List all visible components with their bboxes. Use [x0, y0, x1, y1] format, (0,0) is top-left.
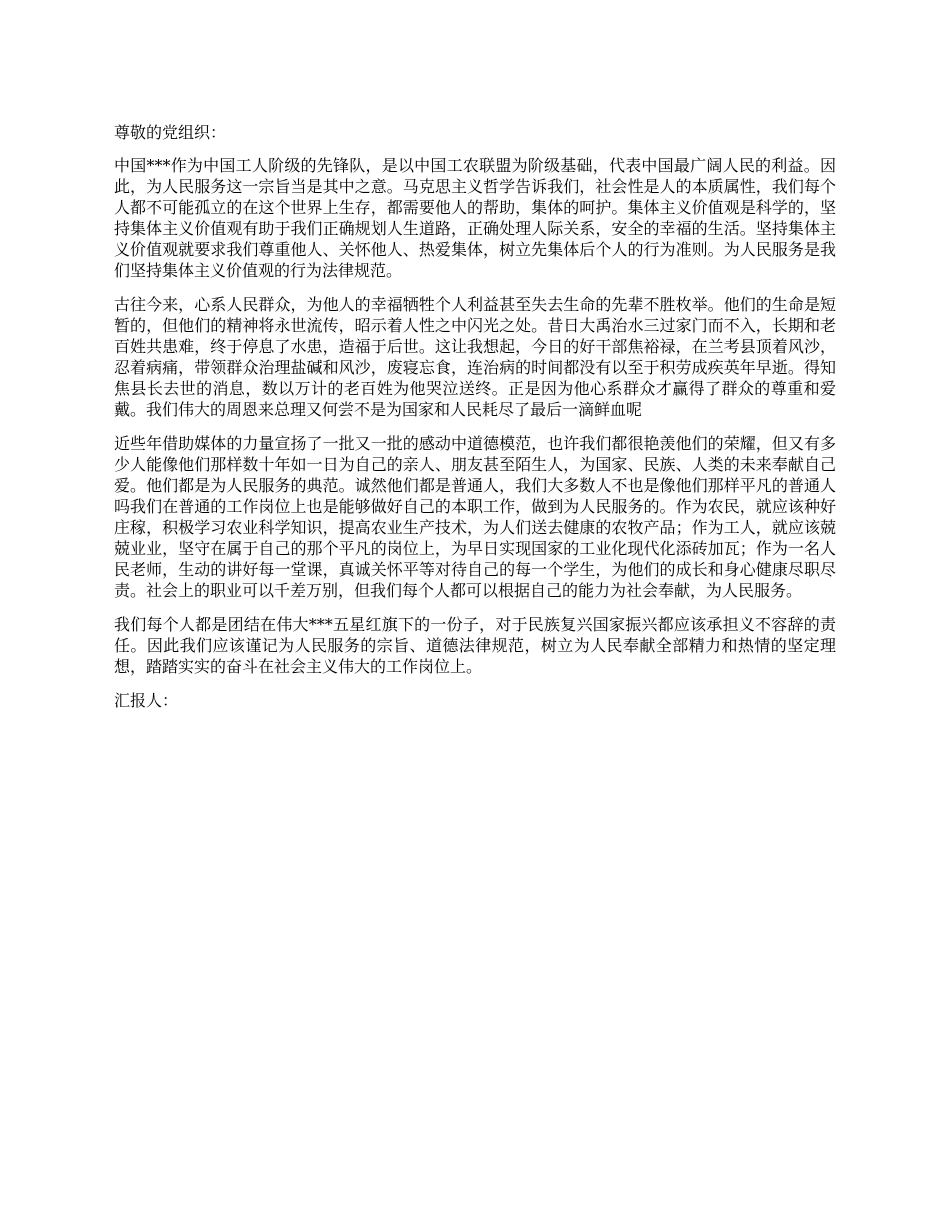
paragraph-2: 古往今来，心系人民群众，为他人的幸福牺牲个人利益甚至失去生命的先辈不胜枚举。他们的生命是短暂的，但他们的精神将永世流传，昭示着人性之中闪光之处。昔日大禹治水三过家门而不入，长期和老百姓共患难，终于停息了水患，造福于后世。这让我想起，今日的好干部焦裕禄，在兰考县顶着风沙，忍着病痛，带领群众治理盐碱和风沙，废寝忘食，连治病的时间都没有以至于积劳成疾英年早逝。得知焦县长去世的消息，数以万计的老百姓为他哭泣送终。正是因为他心系群众才赢得了群众的尊重和爱戴。我们伟大的周恩来总理又何尝不是为国家和人民耗尽了最后一滴鲜血呢 [114, 295, 836, 419]
paragraph-1: 中国***作为中国工人阶级的先锋队，是以中国工农联盟为阶级基础，代表中国最广阔人民的利益。因此，为人民服务这一宗旨当是其中之意。马克思主义哲学告诉我们，社会性是人的本质属性，我们每个人都不可能孤立的在这个世界上生存，都需要他人的帮助，集体的呵护。集体主义价值观是科学的，坚持集体主义价值观有助于我们正确规划人生道路，正确处理人际关系，安全的幸福的生活。坚持集体主义价值观就要求我们尊重他人、关怀他人、热爱集体，树立先集体后个人的行为准则。为人民服务是我们坚持集体主义价值观的行为法律规范。 [114, 156, 836, 280]
paragraph-3: 近些年借助媒体的力量宣扬了一批又一批的感动中道德模范，也许我们都很艳羡他们的荣耀，但又有多少人能像他们那样数十年如一日为自己的亲人、朋友甚至陌生人，为国家、民族、人类的未来奉献自己爱。他们都是为人民服务的典范。诚然他们都是普通人，我们大多数人不也是像他们那样平凡的普通人吗我们在普通的工作岗位上也是能够做好自己的本职工作，做到为人民服务的。作为农民，就应该种好庄稼，积极学习农业科学知识，提高农业生产技术，为人们送去健康的农牧产品；作为工人，就应该兢兢业业，坚守在属于自己的那个平凡的岗位上，为早日实现国家的工业化现代化添砖加瓦；作为一名人民老师，生动的讲好每一堂课，真诚关怀平等对待自己的每一个学生，为他们的成长和身心健康尽职尽责。社会上的职业可以千差万别，但我们每个人都可以根据自己的能力为社会奉献，为人民服务。 [114, 434, 836, 600]
greeting: 尊敬的党组织： [114, 123, 227, 142]
signature-line: 汇报人： [114, 691, 179, 710]
document-page [114, 122, 836, 711]
paragraph-4: 我们每个人都是团结在伟大***五星红旗下的一份子，对于民族复兴国家振兴都应该承担义不容辞的责任。因此我们应该谨记为人民服务的宗旨、道德法律规范，树立为人民奉献全部精力和热情的坚定理想，踏踏实实的奋斗在社会主义伟大的工作岗位上。 [114, 615, 836, 676]
